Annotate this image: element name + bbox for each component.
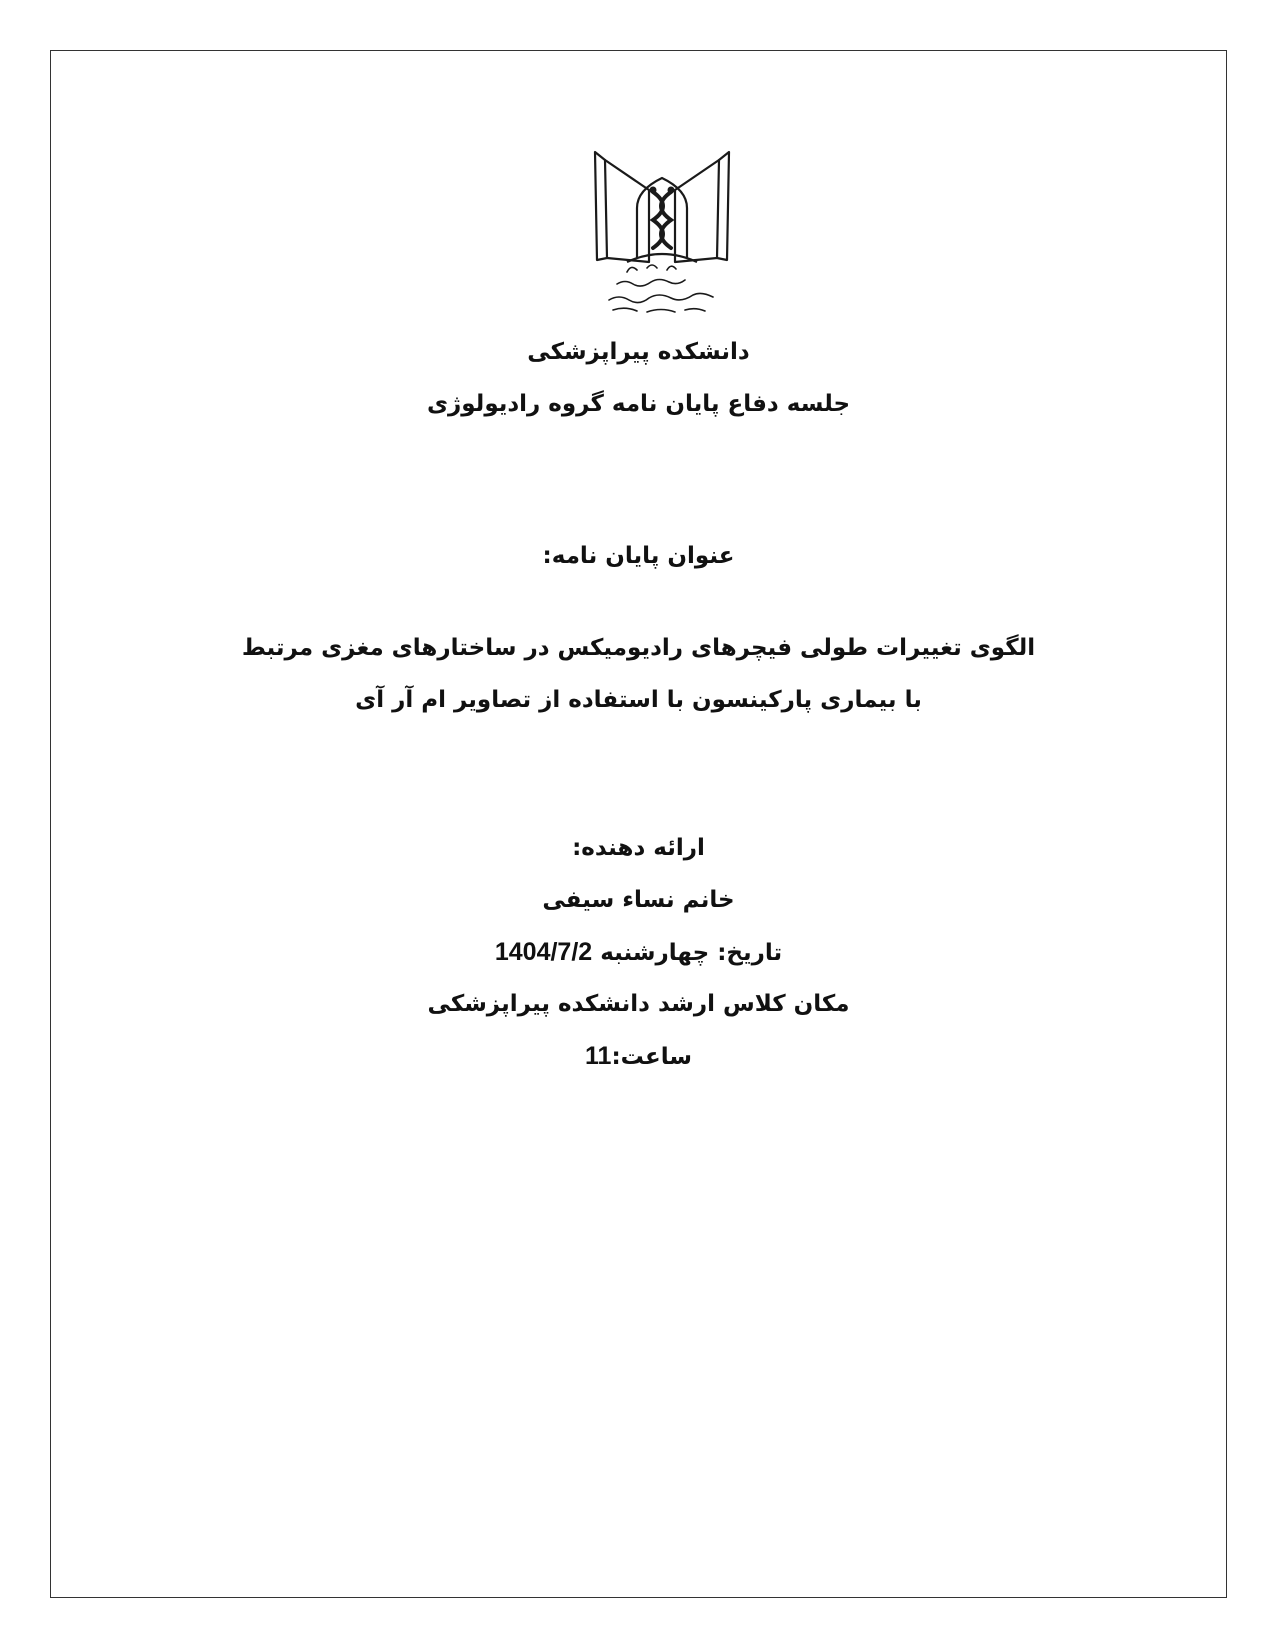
presenter-name: خانم نساء سیفی bbox=[542, 887, 735, 913]
time-label: ساعت: bbox=[611, 1044, 692, 1070]
date-value: 1404/7/2 bbox=[494, 938, 593, 966]
date-label: تاریخ: چهارشنبه bbox=[600, 940, 783, 966]
defense-location: مکان کلاس ارشد دانشکده پیراپزشکی bbox=[427, 991, 850, 1017]
presenter-label: ارائه دهنده: bbox=[572, 835, 705, 861]
defense-date bbox=[50, 935, 1227, 970]
thesis-title-label: عنوان پایان نامه: bbox=[542, 543, 735, 569]
session-title: جلسه دفاع پایان نامه گروه رادیولوژی bbox=[426, 391, 851, 417]
university-emblem-icon bbox=[587, 150, 737, 322]
defense-time bbox=[50, 1039, 1227, 1074]
thesis-title-line-2: با بیماری پارکینسون با استفاده از تصاویر ام آر آی bbox=[355, 687, 922, 713]
faculty-name: دانشکده پیراپزشکی bbox=[527, 339, 750, 365]
thesis-title-line-1: الگوی تغییرات طولی فیچرهای رادیومیکس در ساختارهای مغزی مرتبط bbox=[241, 635, 1036, 661]
time-value: 11 bbox=[585, 1042, 612, 1070]
